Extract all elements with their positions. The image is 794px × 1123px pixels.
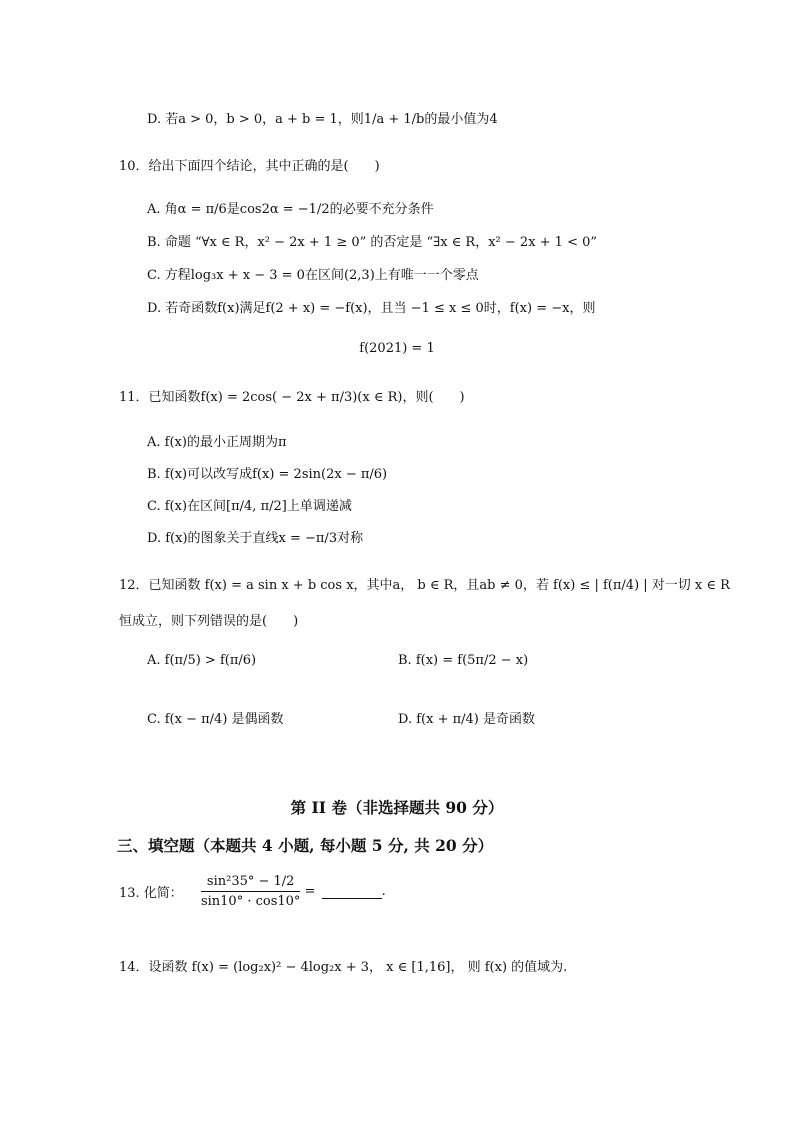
q13-fraction	[201, 874, 300, 909]
q11-option-b: B. f(x)可以改写成f(x) = 2sin(2x − π/6)	[147, 467, 388, 482]
q13-answer-blank	[322, 897, 382, 899]
q13-numerator: sin²35° − 1/2	[201, 874, 300, 892]
q10-option-b: B. 命题 “∀x ∈ R，x² − 2x + 1 ≥ 0” 的否定是 “∃x ∈ R，x² − 2x + 1 < 0”	[147, 235, 598, 250]
q10-stem: 10．给出下面四个结论，其中正确的是( )	[119, 159, 380, 174]
q10-option-d-continuation: f(2021) = 1	[359, 341, 435, 356]
q11-stem: 11．已知函数f(x) = 2cos( − 2x + π/3)(x ∈ R)，则( )	[119, 390, 465, 405]
q12-stem: 12．已知函数 f(x) = a sin x + b cos x，其中a， b ∈ R，且ab ≠ 0，若 f(x) ≤ | f(π/4) | 对一切 x ∈ R	[119, 578, 730, 593]
q9-option-d: D. 若a > 0，b > 0，a + b = 1，则1/a + 1/b的最小值为4	[147, 112, 498, 127]
q10-option-a: A. 角α = π/6是cos2α = −1/2的必要不充分条件	[147, 202, 434, 217]
q11-option-c: C. f(x)在区间[π/4, π/2]上单调递减	[147, 499, 352, 514]
q10-option-c: C. 方程log₃x + x − 3 = 0在区间(2,3)上有唯一一个零点	[147, 268, 479, 283]
q12-option-a: A. f(π/5) > f(π/6)	[147, 653, 257, 668]
q11-option-a: A. f(x)的最小正周期为π	[147, 435, 287, 450]
q12-stem-continuation: 恒成立，则下列错误的是( )	[119, 614, 299, 629]
q13-line	[119, 874, 386, 909]
q12-option-b: B. f(x) = f(5π/2 − x)	[398, 653, 529, 668]
section-title: 三、填空题（本题共 4 小题, 每小题 5 分, 共 20 分）	[117, 836, 494, 855]
q13-label: 13. 化简：	[119, 886, 183, 901]
q14-stem: 14．设函数 f(x) = (log₂x)² − 4log₂x + 3， x ∈ [1,16]， 则 f(x) 的值域为.	[119, 960, 568, 975]
volume-title: 第 II 卷（非选择题共 90 分）	[290, 798, 504, 817]
q13-denominator: sin10° · cos10°	[200, 894, 301, 909]
q12-option-d: D. f(x + π/4) 是奇函数	[398, 712, 535, 727]
q13-period: .	[381, 884, 386, 899]
q10-option-d: D. 若奇函数f(x)满足f(2 + x) = −f(x)，且当 −1 ≤ x ≤ 0时，f(x) = −x，则	[147, 301, 596, 316]
q12-option-c: C. f(x − π/4) 是偶函数	[147, 712, 284, 727]
q11-option-d: D. f(x)的图象关于直线x = −π/3对称	[147, 531, 364, 546]
q13-equals: =	[304, 884, 316, 899]
